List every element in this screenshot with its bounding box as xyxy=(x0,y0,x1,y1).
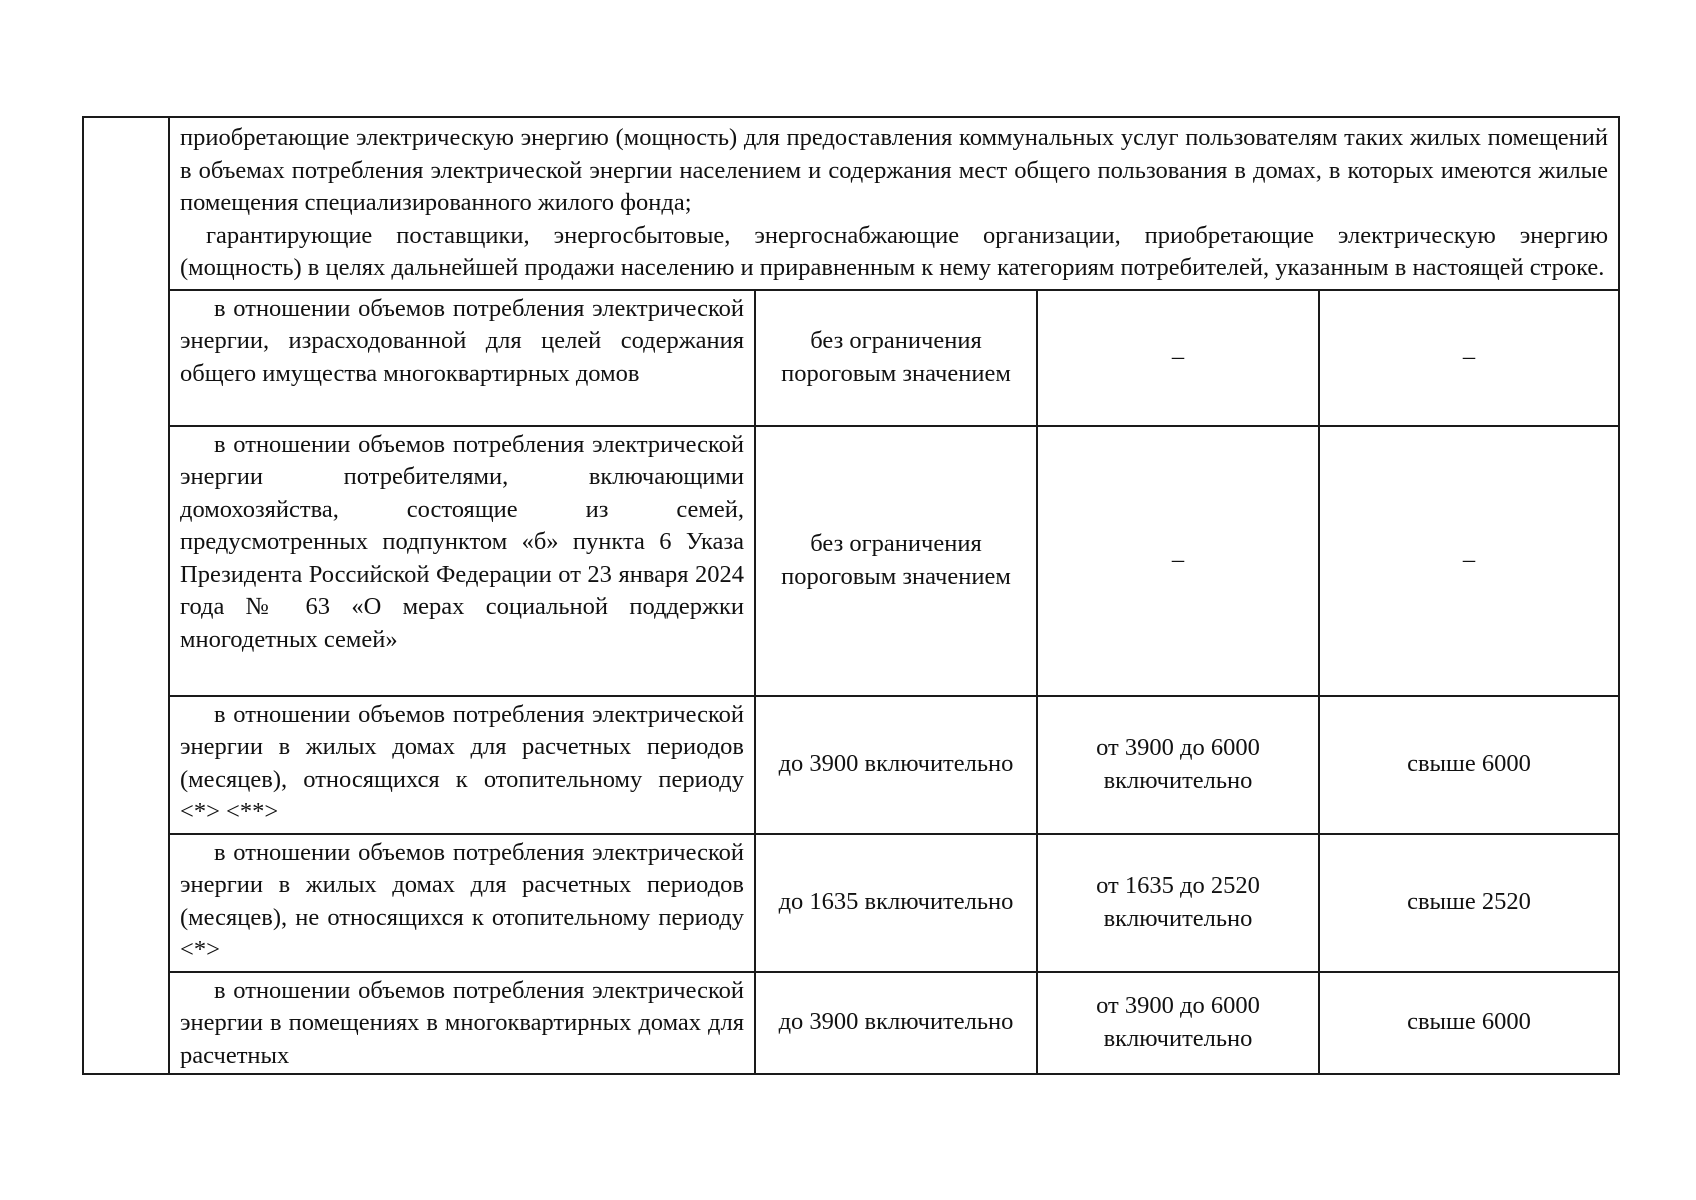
row-description: в отношении объемов потребления электрической энергии потребителями, включающими домохозяйства, состоящие из семей, предусмотренных подпунктом «б» пункта 6 Указа Президента Российской Федерации от 23 января 2024 года № 63 «О мерах социальной поддержки многодетных семей» xyxy=(169,426,755,696)
table-row xyxy=(83,426,1619,696)
threshold-cell-1: до 1635 включительно xyxy=(755,834,1037,972)
intro-cell xyxy=(169,117,1619,290)
row-description: в отношении объемов потребления электрической энергии в жилых домах для расчетных периодов (месяцев), относящихся к отопительному периоду <*> <**> xyxy=(169,696,755,834)
threshold-cell-1: без ограничения пороговым значением xyxy=(755,426,1037,696)
threshold-cell-3: – xyxy=(1319,290,1619,426)
threshold-cell-3: – xyxy=(1319,426,1619,696)
threshold-cell-2: от 3900 до 6000 включительно xyxy=(1037,972,1319,1074)
row-description: в отношении объемов потребления электрической энергии в помещениях в многоквартирных домах для расчетных xyxy=(180,976,744,1069)
tariff-table xyxy=(82,116,1620,1075)
intro-row xyxy=(83,117,1619,290)
threshold-cell-3: свыше 6000 xyxy=(1319,972,1619,1074)
row-number-cell xyxy=(83,117,169,1074)
row-description: в отношении объемов потребления электрической энергии в жилых домах для расчетных периодов (месяцев), не относящихся к отопительному периоду <*> xyxy=(169,834,755,972)
table-row xyxy=(83,972,1619,1074)
table-row xyxy=(83,696,1619,834)
row-description-truncated xyxy=(169,972,755,1074)
threshold-cell-1: без ограничения пороговым значением xyxy=(755,290,1037,426)
row-description: в отношении объемов потребления электрической энергии, израсходованной для целей содержания общего имущества многоквартирных домов xyxy=(169,290,755,426)
table-row xyxy=(83,834,1619,972)
threshold-cell-3: свыше 2520 xyxy=(1319,834,1619,972)
threshold-cell-3: свыше 6000 xyxy=(1319,696,1619,834)
intro-paragraph-2: гарантирующие поставщики, энергосбытовые, энергоснабжающие организации, приобретающие электрическую энергию (мощность) в целях дальнейшей продажи населению и приравненным к нему категориям потребителей, указанным в настоящей строке. xyxy=(180,221,1609,281)
intro-paragraph-1: приобретающие электрическую энергию (мощность) для предоставления коммунальных услуг пользователям таких жилых помещений в объемах потребления электрической энергии населением и содержания мест общего пользования в домах, в которых имеются жилые помещения специализированного жилого фонда; xyxy=(180,124,1609,216)
threshold-cell-2: – xyxy=(1037,426,1319,696)
threshold-cell-2: от 1635 до 2520 включительно xyxy=(1037,834,1319,972)
threshold-cell-1: до 3900 включительно xyxy=(755,696,1037,834)
threshold-cell-2: от 3900 до 6000 включительно xyxy=(1037,696,1319,834)
table-row xyxy=(83,290,1619,426)
threshold-cell-1: до 3900 включительно xyxy=(755,972,1037,1074)
threshold-cell-2: – xyxy=(1037,290,1319,426)
